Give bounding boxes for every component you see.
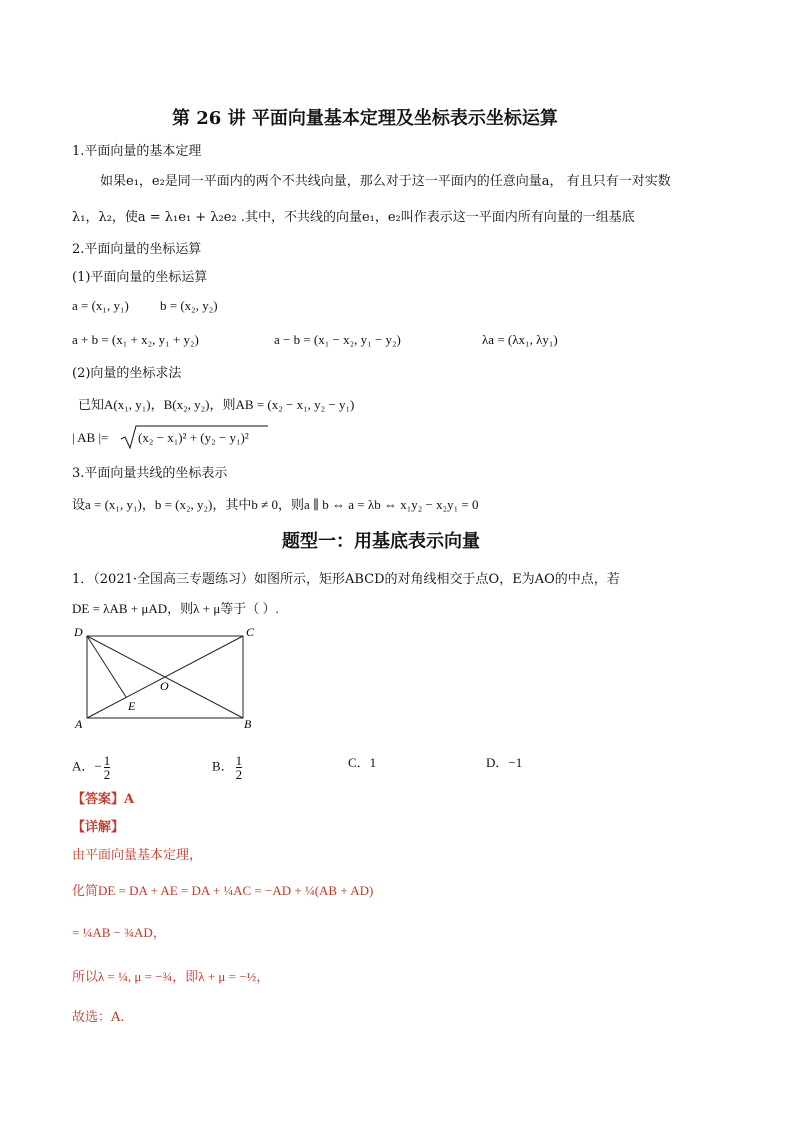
- question-1-condition: DE = λAB + μAD，则λ + μ等于（ ）.: [72, 601, 279, 616]
- solution-line-2: 化简DE = DA + AE = DA + ¼AC = −AD + ¼(AB + AD): [72, 883, 374, 898]
- heading-coordinate-ops: 2.平面向量的坐标运算: [72, 242, 202, 257]
- section-title: 题型一：用基底表示向量: [282, 531, 480, 552]
- option-a: A．− $\frac{1}{2}$: [72, 753, 111, 782]
- solution-line-3: = ¼AB − ¾AD，: [72, 925, 166, 940]
- label-e: E: [128, 699, 136, 713]
- solution-line-4: 所以λ = ¼, μ = −¾，即λ + μ = −½，: [72, 969, 270, 984]
- answer-label: 【答案】A: [72, 792, 135, 807]
- option-c: C．1: [348, 755, 377, 770]
- formula-b: b = (x₂, y₂): [160, 298, 218, 313]
- theorem-line-2: λ₁，λ₂，使a = λ₁e₁ + λ₂e₂ .其中，不共线的向量e₁，e₂叫作表示这一平面内所有向量的一组基底: [72, 210, 635, 225]
- subheading-coordinate-find: (2)向量的坐标求法: [72, 366, 182, 381]
- subheading-coordinate-ops: (1)平面向量的坐标运算: [72, 270, 208, 285]
- segment-de: [87, 636, 126, 697]
- label-c: C: [246, 625, 255, 639]
- rectangle-figure: [72, 622, 272, 734]
- theorem-line-1: 如果e₁，e₂是同一平面内的两个不共线向量，那么对于这一平面内的任意向量a， 有且只有一对实数: [100, 174, 671, 189]
- option-d: D．−1: [486, 755, 523, 770]
- detail-label: 【详解】: [72, 820, 125, 835]
- collinear-condition: 设a = (x₁, y₁)，b = (x₂, y₂)，其中b ≠ 0，则a ∥ b ⇔ a = λb ⇔ x₁y₂ − x₂y₁ = 0: [72, 497, 479, 512]
- formula-difference: a − b = (x₁ − x₂, y₁ − y₂): [274, 332, 401, 347]
- formula-norm-lhs: | AB |=: [72, 430, 109, 445]
- formula-a: a = (x₁, y₁): [72, 298, 129, 313]
- formula-sum: a + b = (x₁ + x₂, y₁ + y₂): [72, 332, 199, 347]
- question-1-stem: 1．（2021·全国高三专题练习）如图所示，矩形ABCD的对角线相交于点O，E为AO的中点，若: [72, 572, 620, 587]
- label-a: A: [75, 717, 83, 730]
- option-b: B． $\frac{1}{2}$: [212, 753, 243, 782]
- solution-line-5: 故选：A.: [72, 1010, 125, 1025]
- label-o: O: [160, 679, 169, 693]
- page-title: 第 26 讲 平面向量基本定理及坐标表示坐标运算: [172, 108, 558, 129]
- label-d: D: [74, 625, 83, 639]
- label-b: B: [244, 717, 252, 730]
- heading-collinear: 3.平面向量共线的坐标表示: [72, 466, 228, 481]
- heading-basic-theorem: 1.平面向量的基本定理: [72, 144, 202, 159]
- formula-ab: 已知A(x₁, y₁)，B(x₂, y₂)，则AB = (x₂ − x₁, y₂ − y₁): [78, 397, 355, 412]
- formula-scalar: λa = (λx₁, λy₁): [482, 332, 558, 347]
- solution-line-1: 由平面向量基本定理，: [72, 848, 203, 863]
- formula-norm-rhs: (x₂ − x₁)² + (y₂ − y₁)²: [138, 430, 249, 445]
